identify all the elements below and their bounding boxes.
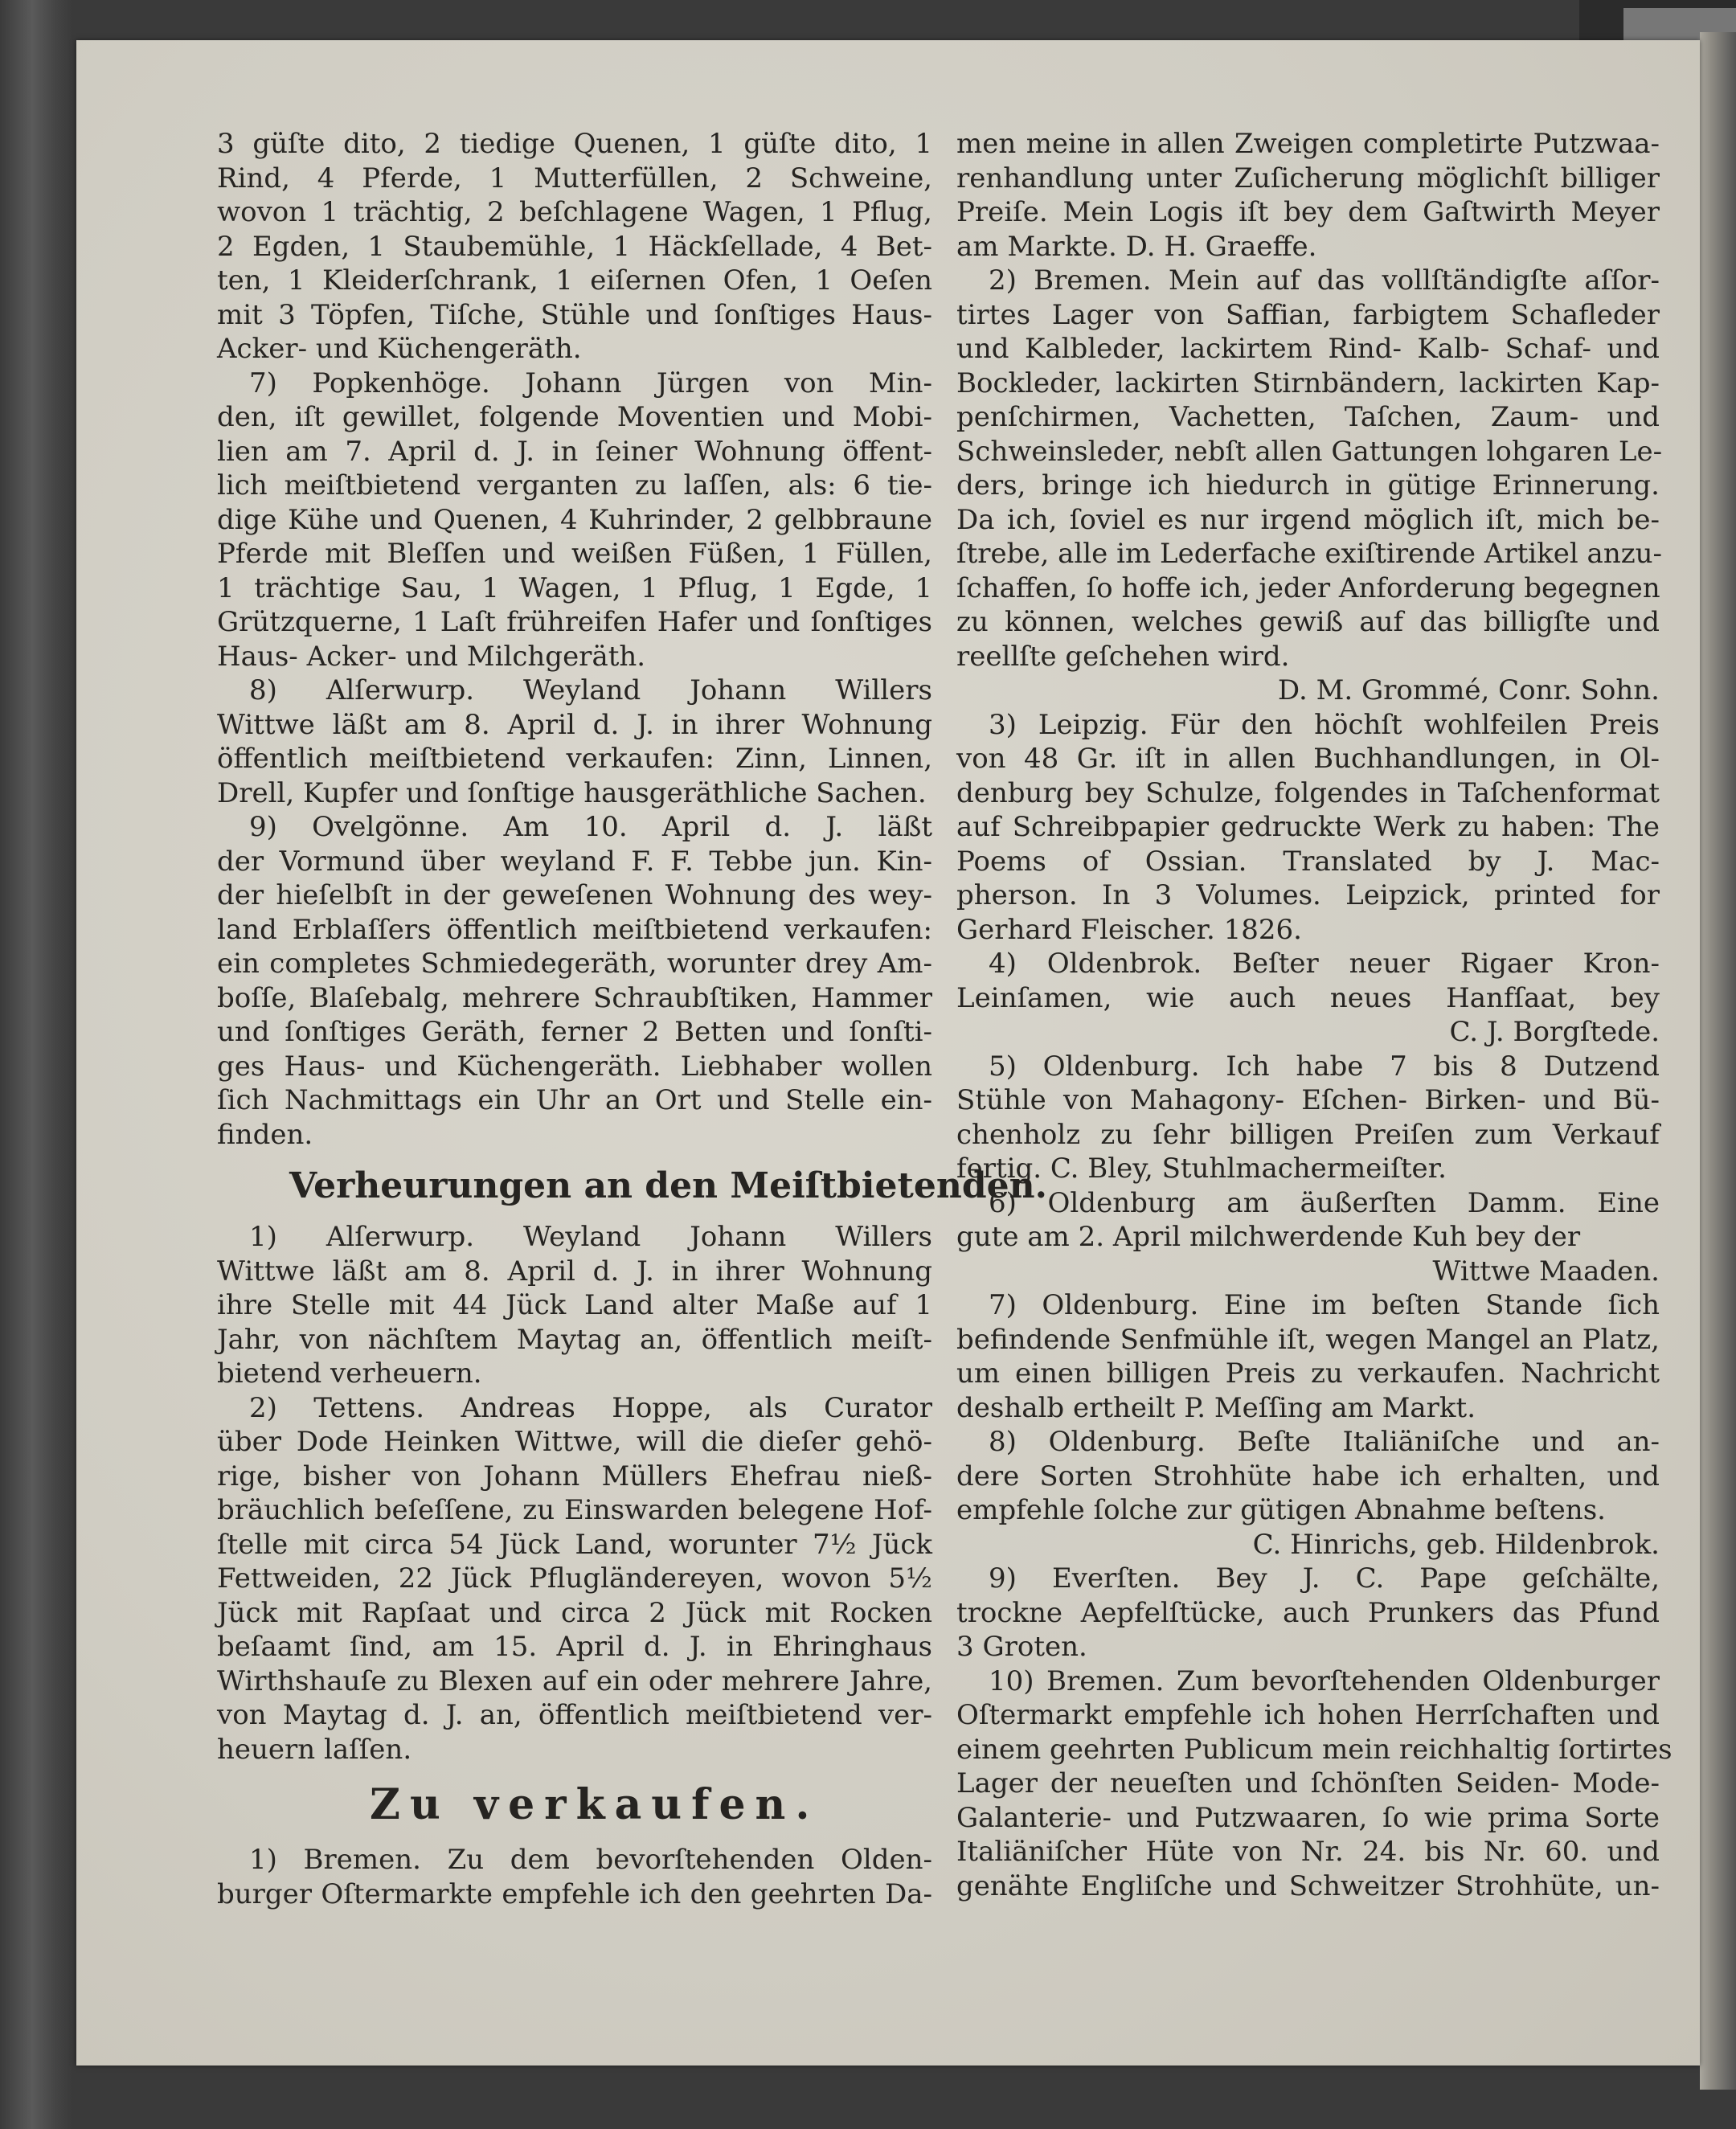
text-line: pherson. In 3 Volumes. Leipzick, printed for	[956, 879, 1660, 911]
text-line: Oſtermarkt empfehle ich hohen Herrſchaften und	[956, 1699, 1660, 1731]
text-line: Jahr, von nächſtem Maytag an, öffentlich meiſt-	[217, 1323, 932, 1356]
text-line: 1) Bremen. Zu dem bevorſtehenden Olden-	[249, 1844, 932, 1876]
text-line: reellſte geſchehen wird.	[956, 640, 1290, 673]
text-line: ihre Stelle mit 44 Jück Land alter Maße auf 1	[217, 1289, 932, 1321]
text-line: C. Hinrichs, geb. Hildenbrok.	[1252, 1528, 1660, 1561]
text-line: und Kalbleder, lackirtem Rind- Kalb- Schaf- und	[956, 333, 1660, 365]
text-line: Pferde mit Bleſſen und weißen Füßen, 1 Füllen,	[217, 538, 932, 570]
text-line: dere Sorten Strohhüte habe ich erhalten, und	[956, 1460, 1660, 1492]
text-line: Wittwe läßt am 8. April d. J. in ihrer Wohnung	[217, 708, 932, 741]
text-line: 4) Oldenbrok. Beſter neuer Rigaer Kron-	[989, 948, 1660, 980]
text-line: Stühle von Mahagony- Eſchen- Birken- und Bü-	[956, 1084, 1660, 1116]
text-line: D. M. Grommé, Conr. Sohn.	[1277, 674, 1660, 706]
text-line: 2 Egden, 1 Staubemühle, 1 Häckſellade, 4 Bet-	[217, 230, 932, 263]
text-line: genähte Engliſche und Schweitzer Strohhüte, un-	[956, 1869, 1660, 1902]
text-line: deshalb ertheilt P. Meſſing am Markt.	[956, 1391, 1476, 1424]
text-line: einem geehrten Publicum mein reichhaltig ſortirtes	[956, 1733, 1673, 1766]
text-line: 10) Bremen. Zum bevorſtehenden Oldenburger	[989, 1664, 1660, 1697]
text-line: Drell, Kupfer und ſonſtige hausgeräthliche Sachen.	[217, 776, 927, 809]
text-line: lich meiſtbietend verganten zu laſſen, als: 6 tie-	[217, 469, 932, 502]
text-line: 2) Bremen. Mein auf das vollſtändigſte aſſor-	[989, 264, 1660, 297]
text-line: empfehle ſolche zur gütigen Abnahme beſtens.	[956, 1494, 1606, 1526]
text-line: am Markte. D. H. Graeffe.	[956, 230, 1317, 263]
text-line: 2) Tettens. Andreas Hoppe, als Curator	[249, 1391, 932, 1424]
text-line: chenholz zu ſehr billigen Preiſen zum Verkauf	[956, 1118, 1660, 1151]
text-line: penſchirmen, Vachetten, Taſchen, Zaum- und	[956, 401, 1660, 433]
text-line: Bockleder, lackirten Stirnbändern, lackirten Kap-	[956, 366, 1660, 399]
text-line: Wittwe läßt am 8. April d. J. in ihrer Wohnung	[217, 1255, 932, 1288]
text-line: ges Haus- und Küchengeräth. Liebhaber wollen	[217, 1050, 932, 1083]
text-line: 3 güſte dito, 2 tiedige Quenen, 1 güſte dito, 1	[217, 128, 932, 160]
text-line: Italiäniſcher Hüte von Nr. 24. bis Nr. 60. und	[956, 1836, 1660, 1868]
section-heading: Verheurungen an den Meiſtbietenden.	[289, 1165, 1047, 1206]
text-line: befindende Senfmühle iſt, wegen Mangel an Platz,	[956, 1323, 1660, 1356]
text-line: beſaamt ſind, am 15. April d. J. in Ehringhaus	[217, 1631, 932, 1663]
text-line: über Dode Heinken Wittwe, will die dieſer gehö-	[217, 1426, 932, 1458]
text-line: 8) Oldenburg. Beſte Italiäniſche und an-	[989, 1426, 1660, 1458]
text-line: 7) Oldenburg. Eine im beſten Stande ſich	[989, 1289, 1660, 1321]
text-line: burger Oſtermarkte empfehle ich den geehrten Da-	[217, 1877, 932, 1910]
text-line: heuern laſſen.	[217, 1733, 412, 1766]
text-line: von Maytag d. J. an, öffentlich meiſtbietend ver-	[217, 1699, 932, 1731]
text-line: finden.	[217, 1118, 313, 1151]
text-line: denburg bey Schulze, folgendes in Taſchenformat	[956, 776, 1660, 809]
text-line: gute am 2. April milchwerdende Kuh bey der	[956, 1221, 1581, 1253]
text-line: tirtes Lager von Saffian, farbigtem Schafleder	[956, 298, 1660, 331]
text-line: land Erblaſſers öffentlich meiſtbietend verkaufen:	[217, 913, 932, 946]
text-line: 7) Popkenhöge. Johann Jürgen von Min-	[249, 366, 932, 399]
text-line: Wirthshauſe zu Blexen auf ein oder mehrere Jahre,	[217, 1664, 932, 1697]
text-line: Schweinsleder, nebſt allen Gattungen lohgaren Le-	[956, 435, 1663, 468]
text-line: ders, bringe ich hiedurch in gütige Erinnerung.	[956, 469, 1660, 502]
text-line: ten, 1 Kleiderſchrank, 1 eiſernen Ofen, 1 Oeſen	[217, 264, 932, 297]
section-heading: Zu verkaufen.	[370, 1780, 820, 1829]
text-line: trockne Aepfelſtücke, auch Prunkers das Pfund	[956, 1596, 1660, 1629]
text-line: 1) Alſerwurp. Weyland Johann Willers	[249, 1221, 932, 1253]
text-line: Lager der neueſten und ſchönſten Seiden- Mode-	[956, 1767, 1660, 1799]
text-line: den, iſt gewillet, folgende Moventien und Mobi-	[217, 401, 932, 433]
text-line: und ſonſtiges Geräth, ferner 2 Betten und ſonſti-	[217, 1016, 932, 1048]
text-line: bräuchlich beſeſſene, zu Einswarden belegene Hof-	[217, 1494, 932, 1526]
text-line: Galanterie- und Putzwaaren, ſo wie prima Sorte	[956, 1801, 1660, 1834]
text-line: Da ich, ſoviel es nur irgend möglich iſt, mich be-	[956, 503, 1660, 536]
text-line: 9) Everſten. Bey J. C. Pape geſchälte,	[989, 1562, 1660, 1595]
text-line: Fettweiden, 22 Jück Pflugländereyen, wovon 5½	[217, 1562, 932, 1595]
text-line: 3 Groten.	[956, 1631, 1087, 1663]
text-line: öffentlich meiſtbietend verkaufen: Zinn, Linnen,	[217, 743, 932, 775]
text-line: Haus- Acker- und Milchgeräth.	[217, 640, 646, 673]
text-line: ein completes Schmiedegeräth, worunter drey Am-	[217, 948, 932, 980]
text-line: 3) Leipzig. Für den höchſt wohlfeilen Preis	[989, 708, 1660, 741]
text-line: Rind, 4 Pferde, 1 Mutterfüllen, 2 Schweine,	[217, 162, 932, 194]
text-line: lien am 7. April d. J. in ſeiner Wohnung öffent-	[217, 435, 932, 468]
text-line: auf Schreibpapier gedruckte Werk zu haben: The	[956, 811, 1660, 843]
text-line: boſſe, Blaſebalg, mehrere Schraubſtiken, Hammer	[217, 981, 932, 1014]
text-line: der hieſelbſt in der geweſenen Wohnung des wey-	[217, 879, 932, 911]
text-line: ſchaffen, ſo hoffe ich, jeder Anforderung begegnen	[956, 571, 1660, 604]
text-line: 8) Alſerwurp. Weyland Johann Willers	[249, 674, 932, 706]
text-line: 5) Oldenburg. Ich habe 7 bis 8 Dutzend	[989, 1050, 1660, 1083]
page-edge	[1700, 32, 1736, 2090]
text-line: 6) Oldenburg am äußerſten Damm. Eine	[989, 1186, 1660, 1219]
text-line: von 48 Gr. iſt in allen Buchhandlungen, in Ol-	[956, 743, 1660, 775]
text-line: ſich Nachmittags ein Uhr an Ort und Stelle ein-	[217, 1084, 932, 1116]
text-line: fertig. C. Bley, Stuhlmachermeiſter.	[956, 1153, 1447, 1185]
text-line: mit 3 Töpfen, Tiſche, Stühle und ſonſtiges Haus-	[217, 298, 932, 331]
text-line: um einen billigen Preis zu verkaufen. Nachricht	[956, 1357, 1660, 1390]
text-line: bietend verheuern.	[217, 1357, 482, 1390]
text-line: dige Kühe und Quenen, 4 Kuhrinder, 2 gelbbraune	[217, 503, 932, 536]
text-line: Jück mit Rapſaat und circa 2 Jück mit Rocken	[217, 1596, 932, 1629]
text-line: zu können, welches gewiß auf das billigſte und	[956, 606, 1660, 638]
text-line: Gerhard Fleischer. 1826.	[956, 913, 1302, 946]
text-line: 1 trächtige Sau, 1 Wagen, 1 Pflug, 1 Egde, 1	[217, 571, 932, 604]
text-line: renhandlung unter Zuſicherung möglichſt billiger	[956, 162, 1660, 194]
text-line: Grützquerne, 1 Laſt frühreifen Hafer und ſonſtiges	[217, 606, 932, 638]
text-line: 9) Ovelgönne. Am 10. April d. J. läßt	[249, 811, 932, 843]
text-line: wovon 1 trächtig, 2 beſchlagene Wagen, 1 Pflug,	[217, 196, 932, 228]
text-line: rige, bisher von Johann Müllers Ehefrau nieß-	[217, 1460, 932, 1492]
text-line: C. J. Borgſtede.	[1449, 1016, 1660, 1048]
right-column	[956, 127, 1673, 1903]
text-line: ſtelle mit circa 54 Jück Land, worunter 7½ Jück	[217, 1528, 932, 1561]
text-line: Acker- und Küchengeräth.	[217, 333, 582, 365]
text-line: Poems of Ossian. Translated by J. Mac-	[956, 845, 1660, 878]
text-line: Wittwe Maaden.	[1432, 1255, 1660, 1288]
text-line: Preiſe. Mein Logis iſt bey dem Gaſtwirth Meyer	[956, 196, 1660, 228]
text-line: men meine in allen Zweigen completirte Putzwaa-	[956, 128, 1660, 160]
text-line: der Vormund über weyland F. F. Tebbe jun. Kin-	[217, 845, 932, 878]
text-line: Leinſamen, wie auch neues Hanfſaat, bey	[956, 981, 1660, 1014]
text-line: ſtrebe, alle im Lederfache exiſtirende Artikel anzu-	[956, 538, 1663, 570]
